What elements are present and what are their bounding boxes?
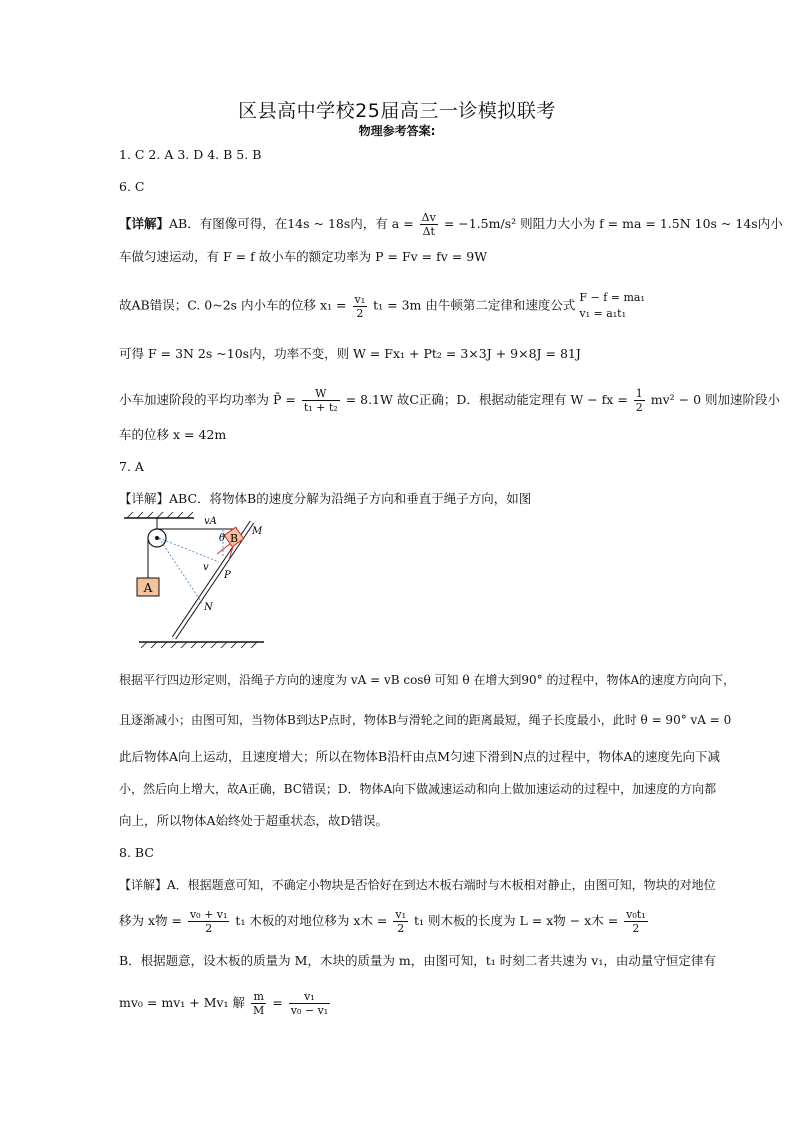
q6-p3-frac-num: v₁ <box>354 292 366 306</box>
q8-p2-fraction1 <box>188 908 229 935</box>
q6-p5-frac2-den: 2 <box>635 401 643 414</box>
q6-para2: 车做匀速运动，有 F = f 故小车的额定功率为 P = Fv = fv = 9W <box>119 249 488 264</box>
q6-para5 <box>119 387 781 414</box>
q6-answer: 6. C <box>119 179 145 194</box>
block-b-label: B <box>229 532 239 545</box>
label-v: v <box>203 562 209 573</box>
pulley-axle <box>155 536 159 540</box>
answer-list: 1. C 2. A 3. D 4. B 5. B <box>119 147 262 162</box>
q6-p5-frac-den: t₁ + t₂ <box>303 401 338 414</box>
label-theta: θ <box>219 533 226 544</box>
q8-para4 <box>119 990 719 1017</box>
q6-p1-a-eq: a = <box>391 216 414 231</box>
q7-para4: 此后物体A向上运动，且速度增大；所以在物体B沿杆由点M匀速下滑到N点的过程中，物体A的速度先向下减 <box>119 749 720 764</box>
q7-para2: 根据平行四边形定则，沿绳子方向的速度为 vA = vB cosθ 可知 θ 在增大到90° 的过程中，物体A的速度方向向下， <box>119 673 736 687</box>
q6-p1-frac-num: Δv <box>421 211 436 224</box>
q6-p3-eq1: F − f = ma₁ <box>579 291 645 304</box>
q6-p3-text-b: t₁ = 3m 由牛顿第二定律和速度公式 <box>373 297 576 313</box>
dashed-line-2 <box>159 538 202 603</box>
q6-p3-fraction <box>353 293 368 320</box>
label-p: P <box>224 570 231 581</box>
label-m: M <box>252 526 263 537</box>
q6-para1 <box>119 211 783 238</box>
q6-p3-frac-den: 2 <box>356 306 364 320</box>
q8-p2-frac2-num: v₁ <box>395 908 407 921</box>
q6-p5-text-b: = 8.1W 故C正确；D．根据动能定理有 W − fx = <box>345 392 628 407</box>
q6-p5-fraction2 <box>634 387 645 414</box>
q6-para4: 可得 F = 3N 2s ~10s内，功率不变，则 W = Fx₁ + Pt₂ = 3×3J + 9×8J = 81J <box>119 346 581 361</box>
q8-p4-text-a: mv₀ = mv₁ + Mv₁ 解 <box>119 995 246 1010</box>
q8-p4-fraction2 <box>289 990 330 1017</box>
pulley-rod-diagram <box>119 508 279 648</box>
q6-p1-text-a: AB．有图像可得，在14s ~ 18s内，有 <box>169 216 388 231</box>
q7-para3: 且逐渐减小；由图可知，当物体B到达P点时，物体B与滑轮之间的距离最短，绳子长度最小，此时 θ = 90° vA = 0 <box>119 713 732 727</box>
q6-p1-text-b: = −1.5m/s² 则阻力大小为 f = ma = 1.5N 10s ~ 14s内小 <box>443 216 783 231</box>
q8-p2-frac2-den: 2 <box>397 922 405 935</box>
page-title: 区县高中学校25届高三一诊模拟联考 <box>238 100 556 122</box>
q8-answer: 8. BC <box>119 845 154 860</box>
q7-para1: 【详解】ABC．将物体B的速度分解为沿绳子方向和垂直于绳子方向，如图 <box>119 491 532 506</box>
q8-p4-frac2-den: v₀ − v₁ <box>290 1004 329 1017</box>
q8-p2-frac3-den: 2 <box>632 922 640 935</box>
q7-answer: 7. A <box>119 459 144 474</box>
q8-p2-fraction2 <box>393 908 408 935</box>
q8-p2-fraction3 <box>624 908 647 935</box>
q6-p1-fraction <box>420 211 438 238</box>
q8-p4-frac1-den: M <box>253 1004 265 1017</box>
ground-hatch <box>141 642 257 648</box>
q8-p4-frac1-num: m <box>251 990 266 1004</box>
q6-detail-tag: 【详解】 <box>119 216 170 231</box>
label-n: N <box>204 602 213 613</box>
q7-para5: 小，然后向上增大，故A正确，BC错误；D．物体A向下做减速运动和向上做加速运动的过程中，加速度的方向都 <box>119 782 717 796</box>
q8-para3: B．根据题意，设木板的质量为 M，木块的质量为 m，由图可知，t₁ 时刻二者共速为 v₁，由动量守恒定律有 <box>119 953 716 968</box>
q8-p2-frac1-num: v₀ + v₁ <box>189 908 228 921</box>
q6-para6: 车的位移 x = 42m <box>119 427 227 442</box>
q6-p5-text-a: 小车加速阶段的平均功率为 P̄ = <box>119 392 296 407</box>
q6-p3-eq2: v₁ = a₁t₁ <box>579 307 626 320</box>
ceiling-hatch <box>127 512 193 518</box>
q6-para3 <box>119 290 719 322</box>
q8-para1: 【详解】A．根据题意可知，不确定小物块是否恰好在到达木板右端时与木板相对静止，由图可知，物块的对地位 <box>119 878 716 892</box>
q6-p5-fraction <box>302 387 340 414</box>
label-va: vA <box>204 516 217 527</box>
q6-p3-equation-system <box>579 290 645 322</box>
dashed-line-1 <box>159 538 219 562</box>
q8-p4-text-b: = <box>272 995 283 1010</box>
q8-p2-text-b: t₁ 木板的对地位移为 x木 = <box>235 913 388 928</box>
q6-p1-frac-den: Δt <box>422 225 435 238</box>
q7-para6: 向上，所以物体A始终处于超重状态，故D错误。 <box>119 813 389 828</box>
q6-p5-frac-num: W <box>302 387 340 401</box>
q6-p5-frac2-num: 1 <box>635 387 643 400</box>
block-a-label: A <box>143 581 153 595</box>
page-subtitle: 物理参考答案: <box>358 124 436 138</box>
q8-p2-frac1-den: 2 <box>205 922 213 935</box>
q8-para2 <box>119 908 719 935</box>
q8-p2-frac3-num: v₀t₁ <box>626 908 646 921</box>
q6-p3-text-a: 故AB错误；C. 0~2s 内小车的位移 x₁ = <box>119 297 347 313</box>
q8-p4-fraction1 <box>251 990 266 1017</box>
q8-p2-text-a: 移为 x物 = <box>119 913 182 928</box>
q8-p2-text-c: t₁ 则木板的长度为 L = x物 − x木 = <box>414 913 619 928</box>
q6-p5-text-c: mv² − 0 则加速阶段小 <box>650 392 781 407</box>
q8-p4-frac2-num: v₁ <box>289 990 330 1004</box>
